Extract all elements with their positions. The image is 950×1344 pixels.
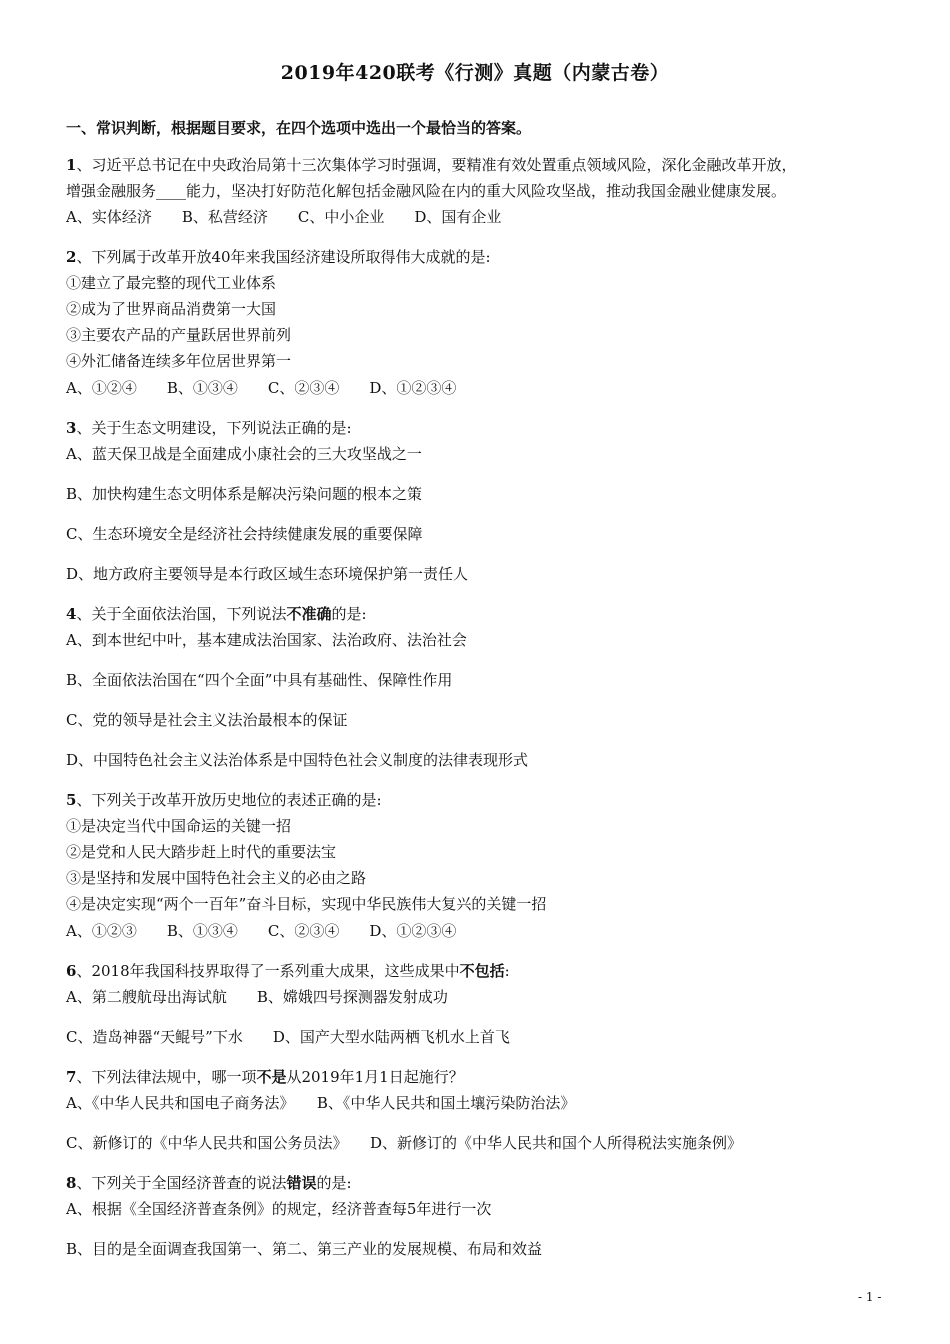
question-1-stem-line1 xyxy=(66,155,796,175)
question-1-stem-line2: 增强金融服务____能力，坚决打好防范化解包括金融风险在内的重大风险攻坚战，推动我国金融业健康发展。 xyxy=(66,182,787,200)
section-heading: 一、常识判断，根据题目要求，在四个选项中选出一个最恰当的答案。 xyxy=(66,119,532,137)
question-text: 的是: xyxy=(331,605,367,623)
question-2-item-4: ④外汇储备连续多年位居世界第一 xyxy=(66,352,292,370)
question-number: 3 xyxy=(66,419,77,437)
question-number: 2 xyxy=(66,248,77,266)
question-5-item-1: ①是决定当代中国命运的关键一招 xyxy=(66,817,292,835)
question-text: 、2018年我国科技界取得了一系列重大成果，这些成果中 xyxy=(76,962,460,980)
question-1-options: A、实体经济 B、私营经济 C、中小企业 D、国有企业 xyxy=(66,208,502,226)
question-text: 的是: xyxy=(316,1174,352,1192)
question-3-stem xyxy=(66,418,352,438)
question-number: 6 xyxy=(66,962,77,980)
question-4-stem xyxy=(66,604,367,624)
question-text: 、关于全面依法治国，下列说法 xyxy=(76,605,287,623)
emphasis-text: 不准确 xyxy=(286,605,332,623)
question-text: : xyxy=(504,962,510,980)
question-3-option-b: B、加快构建生态文明体系是解决污染问题的根本之策 xyxy=(66,485,423,503)
question-5-item-4: ④是决定实现“两个一百年”奋斗目标，实现中华民族伟大复兴的关键一招 xyxy=(66,895,547,913)
question-number: 4 xyxy=(66,605,77,623)
emphasis-text: 不是 xyxy=(256,1068,287,1086)
question-5-options: A、①②③ B、①③④ C、②③④ D、①②③④ xyxy=(66,922,457,940)
question-7-options-cd: C、新修订的《中华人民共和国公务员法》 D、新修订的《中华人民共和国个人所得税法实施条例》 xyxy=(66,1134,743,1152)
question-8-option-b: B、目的是全面调查我国第一、第二、第三产业的发展规模、布局和效益 xyxy=(66,1240,543,1258)
question-text: 、关于生态文明建设，下列说法正确的是: xyxy=(76,419,352,437)
document-title: 2019年420联考《行测》真题（内蒙古卷） xyxy=(280,62,670,84)
question-text: 、下列关于改革开放历史地位的表述正确的是: xyxy=(76,791,382,809)
emphasis-text: 错误 xyxy=(286,1174,317,1192)
question-number: 1 xyxy=(66,156,77,174)
question-2-item-1: ①建立了最完整的现代工业体系 xyxy=(66,274,277,292)
question-3-option-d: D、地方政府主要领导是本行政区域生态环境保护第一责任人 xyxy=(66,565,469,583)
question-text: 、下列法律法规中，哪一项 xyxy=(76,1068,257,1086)
question-number: 5 xyxy=(66,791,77,809)
question-6-stem xyxy=(66,961,510,981)
question-7-options-ab: A、《中华人民共和国电子商务法》 B、《中华人民共和国土壤污染防治法》 xyxy=(66,1094,576,1112)
question-8-option-a: A、根据《全国经济普查条例》的规定，经济普查每5年进行一次 xyxy=(66,1200,492,1218)
question-6-options-cd: C、造岛神器“天鲲号”下水 D、国产大型水陆两栖飞机水上首飞 xyxy=(66,1028,510,1046)
question-4-option-a: A、到本世纪中叶，基本建成法治国家、法治政府、法治社会 xyxy=(66,631,467,649)
question-5-item-3: ③是坚持和发展中国特色社会主义的必由之路 xyxy=(66,869,367,887)
question-6-options-ab: A、第二艘航母出海试航 B、嫦娥四号探测器发射成功 xyxy=(66,988,448,1006)
question-2-options: A、①②④ B、①③④ C、②③④ D、①②③④ xyxy=(66,379,457,397)
question-text: 、下列关于全国经济普查的说法 xyxy=(76,1174,287,1192)
question-4-option-b: B、全面依法治国在“四个全面”中具有基础性、保障性作用 xyxy=(66,671,453,689)
question-5-item-2: ②是党和人民大踏步赶上时代的重要法宝 xyxy=(66,843,337,861)
question-text: 、习近平总书记在中央政治局第十三次集体学习时强调，要精准有效处置重点领域风险，深化金融改革开放， xyxy=(76,156,797,174)
question-2-stem xyxy=(66,247,491,267)
question-number: 8 xyxy=(66,1174,77,1192)
question-8-stem xyxy=(66,1173,352,1193)
question-3-option-a: A、蓝天保卫战是全面建成小康社会的三大攻坚战之一 xyxy=(66,445,422,463)
page-number: - 1 - xyxy=(858,1290,882,1304)
question-text: 、下列属于改革开放40年来我国经济建设所取得伟大成就的是: xyxy=(76,248,491,266)
question-2-item-2: ②成为了世界商品消费第一大国 xyxy=(66,300,277,318)
question-text: 从2019年1月1日起施行？ xyxy=(286,1068,464,1086)
question-4-option-c: C、党的领导是社会主义法治最根本的保证 xyxy=(66,711,348,729)
question-3-option-c: C、生态环境安全是经济社会持续健康发展的重要保障 xyxy=(66,525,423,543)
emphasis-text: 不包括 xyxy=(459,962,505,980)
question-4-option-d: D、中国特色社会主义法治体系是中国特色社会义制度的法律表现形式 xyxy=(66,751,529,769)
question-2-item-3: ③主要农产品的产量跃居世界前列 xyxy=(66,326,292,344)
question-7-stem xyxy=(66,1067,464,1087)
question-number: 7 xyxy=(66,1068,77,1086)
question-5-stem xyxy=(66,790,382,810)
